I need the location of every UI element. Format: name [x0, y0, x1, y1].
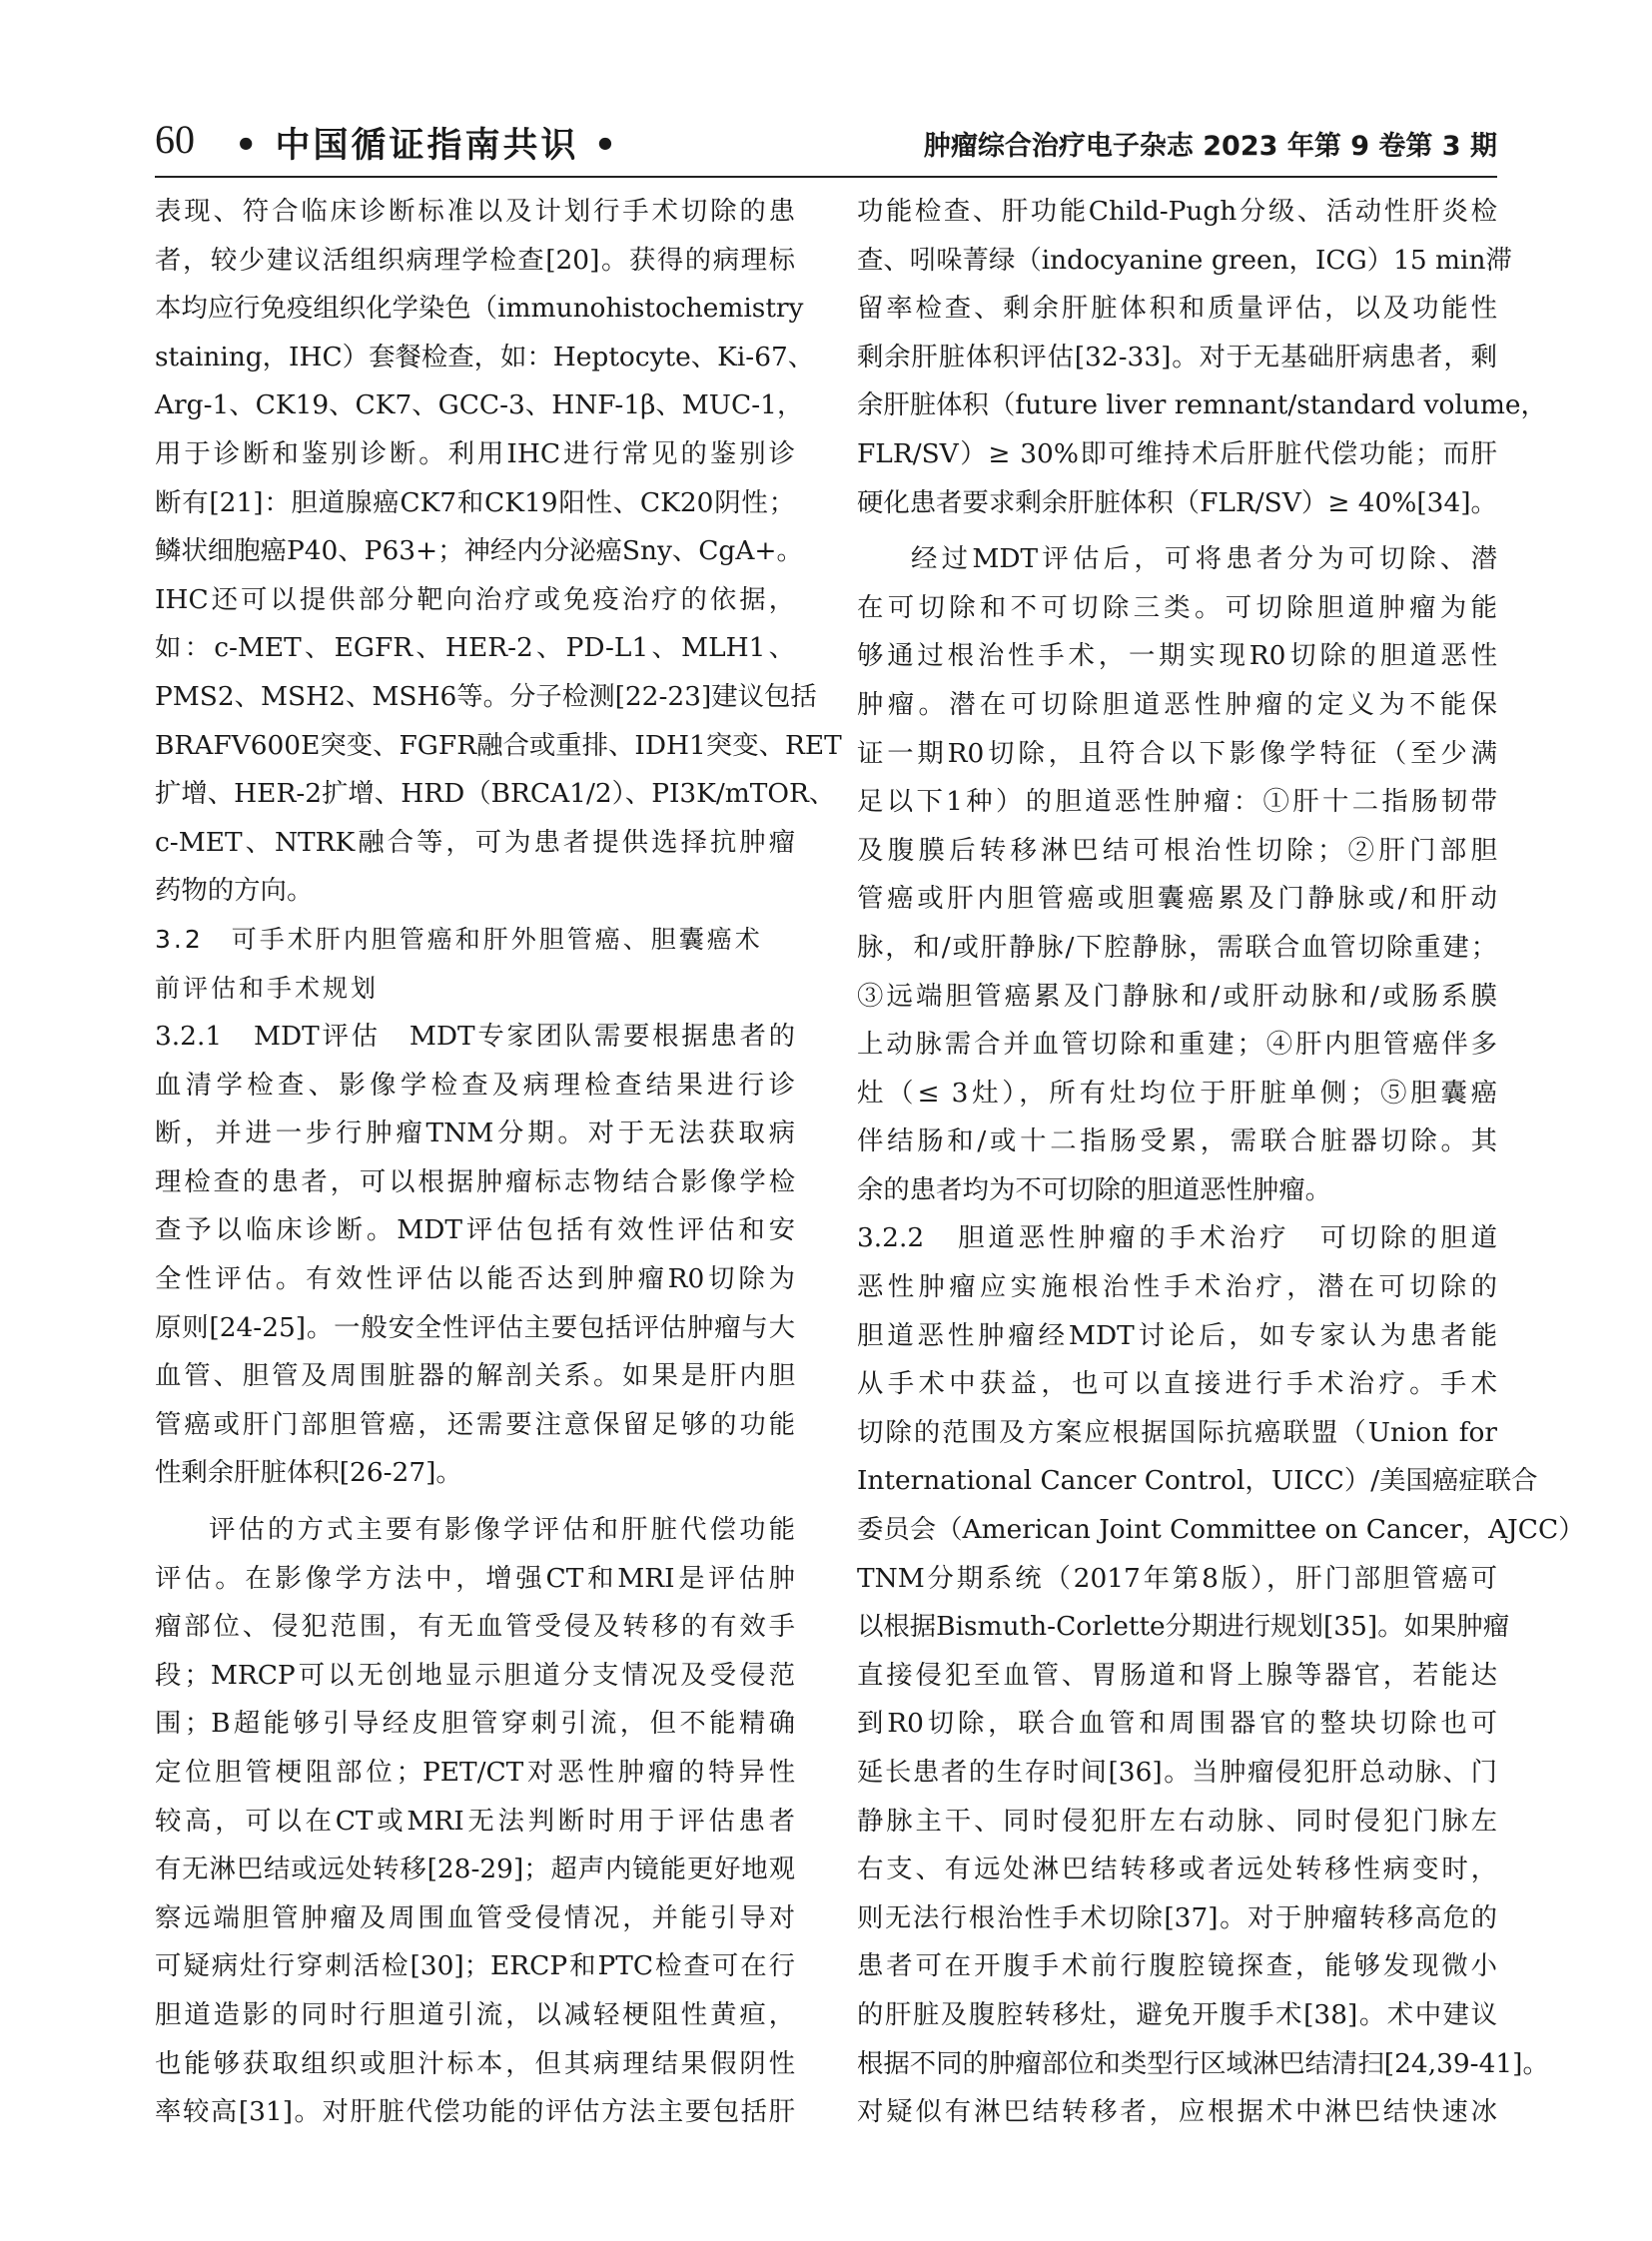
- text-line: 患者可在开腹手术前行腹腔镜探查，能够发现微小: [857, 1950, 1497, 1982]
- text-line: 血清学检查、影像学检查及病理检查结果进行诊: [155, 1069, 795, 1101]
- text-line: 留率检查、剩余肝脏体积和质量评估，以及功能性: [857, 293, 1497, 325]
- text-line: 切除的范围及方案应根据国际抗癌联盟（Union for: [857, 1416, 1497, 1448]
- text-line: 以根据Bismuth-Corlette分期进行规划[35]。如果肿瘤: [857, 1611, 1510, 1643]
- text-line: 经过MDT评估后，可将患者分为可切除、潜: [911, 543, 1497, 575]
- text-line: International Cancer Control，UICC）/美国癌症联合: [857, 1465, 1538, 1497]
- text-line: 原则[24-25]。一般安全性评估主要包括评估肿瘤与大: [155, 1311, 795, 1343]
- text-line: 鳞状细胞癌P40、P63+；神经内分泌癌Sny、CgA+。: [155, 535, 803, 567]
- text-line: 管癌或肝内胆管癌或胆囊癌累及门静脉或/和肝动: [857, 883, 1497, 915]
- text-line: PMS2、MSH2、MSH6等。分子检测[22-23]建议包括: [155, 680, 817, 712]
- text-line: 瘤部位、侵犯范围，有无血管受侵及转移的有效手: [155, 1611, 795, 1643]
- text-line: 如：c-MET、EGFR、HER-2、PD-L1、MLH1、: [155, 632, 795, 664]
- text-line: 断，并进一步行肿瘤TNM分期。对于无法获取病: [155, 1118, 795, 1149]
- text-line: BRAFV600E突变、FGFR融合或重排、IDH1突变、RET: [155, 729, 842, 761]
- text-line: ③远端胆管癌累及门静脉和/或肝动脉和/或肠系膜: [857, 980, 1497, 1012]
- text-line: 管癌或肝门部胆管癌，还需要注意保留足够的功能: [155, 1408, 795, 1440]
- text-line: FLR/SV）≥ 30%即可维持术后肝脏代偿功能；而肝: [857, 437, 1497, 469]
- text-line: 有无淋巴结或远处转移[28-29]；超声内镜能更好地观: [155, 1854, 795, 1885]
- text-line: 定位胆管梗阻部位；PET/CT对恶性肿瘤的特异性: [155, 1757, 795, 1788]
- text-line: 恶性肿瘤应实施根治性手术治疗，潜在可切除的: [857, 1271, 1497, 1303]
- text-line: 药物的方向。: [155, 875, 314, 907]
- text-line: 理检查的患者，可以根据肿瘤标志物结合影像学检: [155, 1165, 795, 1197]
- journal-issue-info: 肿瘤综合治疗电子杂志 2023 年第 9 卷第 3 期: [923, 131, 1497, 162]
- text-line: 在可切除和不可切除三类。可切除胆道肿瘤为能: [857, 591, 1497, 623]
- text-line: 硬化患者要求剩余肝脏体积（FLR/SV）≥ 40%[34]。: [857, 486, 1497, 518]
- text-line: 用于诊断和鉴别诊断。利用IHC进行常见的鉴别诊: [155, 437, 795, 469]
- text-line: 可疑病灶行穿刺活检[30]；ERCP和PTC检查可在行: [155, 1950, 795, 1982]
- right-column: [857, 188, 1585, 2215]
- text-line: 较高，可以在CT或MRI无法判断时用于评估患者: [155, 1805, 795, 1837]
- text-line: 证一期R0切除，且符合以下影像学特征（至少满: [857, 737, 1497, 769]
- text-line: 3.2.2 胆道恶性肿瘤的手术治疗 可切除的胆道: [857, 1222, 1497, 1254]
- text-line: 也能够获取组织或胆汁标本，但其病理结果假阴性: [155, 2047, 795, 2079]
- text-line: 委员会（American Joint Committee on Cancer，AJCC）: [857, 1514, 1585, 1546]
- text-line: 者，较少建议活组织病理学检查[20]。获得的病理标: [155, 244, 795, 276]
- text-line: 直接侵犯至血管、胃肠道和肾上腺等器官，若能达: [857, 1659, 1497, 1691]
- text-line: 查予以临床诊断。MDT评估包括有效性评估和安: [155, 1214, 795, 1246]
- text-line: 血管、胆管及周围脏器的解剖关系。如果是肝内胆: [155, 1360, 795, 1392]
- text-line: 3.2 可手术肝内胆管癌和肝外胆管癌、胆囊癌术: [155, 924, 763, 954]
- text-line: 3.2.1 MDT评估 MDT专家团队需要根据患者的: [155, 1021, 795, 1053]
- text-line: 根据不同的肿瘤部位和类型行区域淋巴结清扫[24,39-41]。: [857, 2047, 1549, 2079]
- text-line: 则无法行根治性手术切除[37]。对于肿瘤转移高危的: [857, 1901, 1497, 1933]
- text-line: 灶（≤ 3灶），所有灶均位于肝脏单侧；⑤胆囊癌: [857, 1077, 1497, 1109]
- text-line: 本均应行免疫组织化学染色（immunohistochemistry: [155, 293, 804, 325]
- page-number: 60: [155, 117, 195, 162]
- text-line: staining，IHC）套餐检查，如：Heptocyte、Ki-67、: [155, 341, 815, 373]
- text-line: 全性评估。有效性评估以能否达到肿瘤R0切除为: [155, 1263, 795, 1295]
- text-line: 率较高[31]。对肝脏代偿功能的评估方法主要包括肝: [155, 2096, 795, 2128]
- text-line: 余肝脏体积（future liver remnant/standard volume，: [857, 389, 1547, 421]
- text-line: 右支、有远处淋巴结转移或者远处转移性病变时，: [857, 1854, 1497, 1885]
- text-line: 静脉主干、同时侵犯肝左右动脉、同时侵犯门脉左: [857, 1805, 1497, 1837]
- text-line: 的肝脏及腹腔转移灶，避免开腹手术[38]。术中建议: [857, 1998, 1497, 2030]
- text-line: 查、吲哚菁绿（indocyanine green，ICG）15 min滞: [857, 244, 1512, 276]
- text-line: 察远端胆管肿瘤及周围血管受侵情况，并能引导对: [155, 1901, 795, 1933]
- text-line: IHC还可以提供部分靶向治疗或免疫治疗的依据，: [155, 583, 795, 615]
- text-line: 脉，和/或肝静脉/下腔静脉，需联合血管切除重建；: [857, 931, 1497, 963]
- text-line: 围；B超能够引导经皮胆管穿刺引流，但不能精确: [155, 1708, 795, 1740]
- text-line: 胆道恶性肿瘤经MDT讨论后，如专家认为患者能: [857, 1319, 1497, 1351]
- text-line: 足以下1种）的胆道恶性肿瘤：①肝十二指肠韧带: [857, 786, 1497, 818]
- left-column: [155, 188, 842, 2215]
- header-rule: [155, 176, 1497, 178]
- text-line: 断有[21]：胆道腺癌CK7和CK19阳性、CK20阴性；: [155, 486, 795, 518]
- text-line: 够通过根治性手术，一期实现R0切除的胆道恶性: [857, 640, 1497, 672]
- text-line: 性剩余肝脏体积[26-27]。: [155, 1457, 462, 1489]
- text-line: 评估。在影像学方法中，增强CT和MRI是评估肿: [155, 1562, 795, 1594]
- text-line: 胆道造影的同时行胆道引流，以减轻梗阻性黄疸，: [155, 1998, 795, 2030]
- text-line: 剩余肝脏体积评估[32-33]。对于无基础肝病患者，剩: [857, 341, 1497, 373]
- text-line: 评估的方式主要有影像学评估和肝脏代偿功能: [209, 1514, 795, 1546]
- text-line: 伴结肠和/或十二指肠受累，需联合脏器切除。其: [857, 1125, 1497, 1157]
- text-line: 前评估和手术规划: [155, 973, 380, 1003]
- text-line: 从手术中获益，也可以直接进行手术治疗。手术: [857, 1368, 1497, 1400]
- journal-section-title: • 中国循证指南共识 •: [235, 125, 620, 166]
- text-line: 及腹膜后转移淋巴结可根治性切除；②肝门部胆: [857, 834, 1497, 866]
- text-line: 延长患者的生存时间[36]。当肿瘤侵犯肝总动脉、门: [857, 1757, 1497, 1788]
- text-line: 扩增、HER-2扩增、HRD（BRCA1/2）、PI3K/mTOR、: [155, 778, 836, 810]
- text-line: 肿瘤。潜在可切除胆道恶性肿瘤的定义为不能保: [857, 688, 1497, 720]
- text-line: Arg-1、CK19、CK7、GCC-3、HNF-1β、MUC-1，: [155, 389, 804, 421]
- text-line: c-MET、NTRK融合等，可为患者提供选择抗肿瘤: [155, 826, 795, 858]
- text-line: TNM分期系统（2017年第8版），肝门部胆管癌可: [857, 1562, 1497, 1594]
- text-line: 上动脉需合并血管切除和重建；④肝内胆管癌伴多: [857, 1029, 1497, 1061]
- text-line: 段；MRCP可以无创地显示胆道分支情况及受侵范: [155, 1659, 795, 1691]
- text-line: 到R0切除，联合血管和周围器官的整块切除也可: [857, 1708, 1497, 1740]
- text-line: 对疑似有淋巴结转移者，应根据术中淋巴结快速冰: [857, 2096, 1497, 2128]
- text-line: 余的患者均为不可切除的胆道恶性肿瘤。: [857, 1173, 1332, 1205]
- page-header: [155, 112, 1497, 174]
- text-line: 表现、符合临床诊断标准以及计划行手术切除的患: [155, 196, 795, 227]
- text-line: 功能检查、肝功能Child-Pugh分级、活动性肝炎检: [857, 196, 1497, 227]
